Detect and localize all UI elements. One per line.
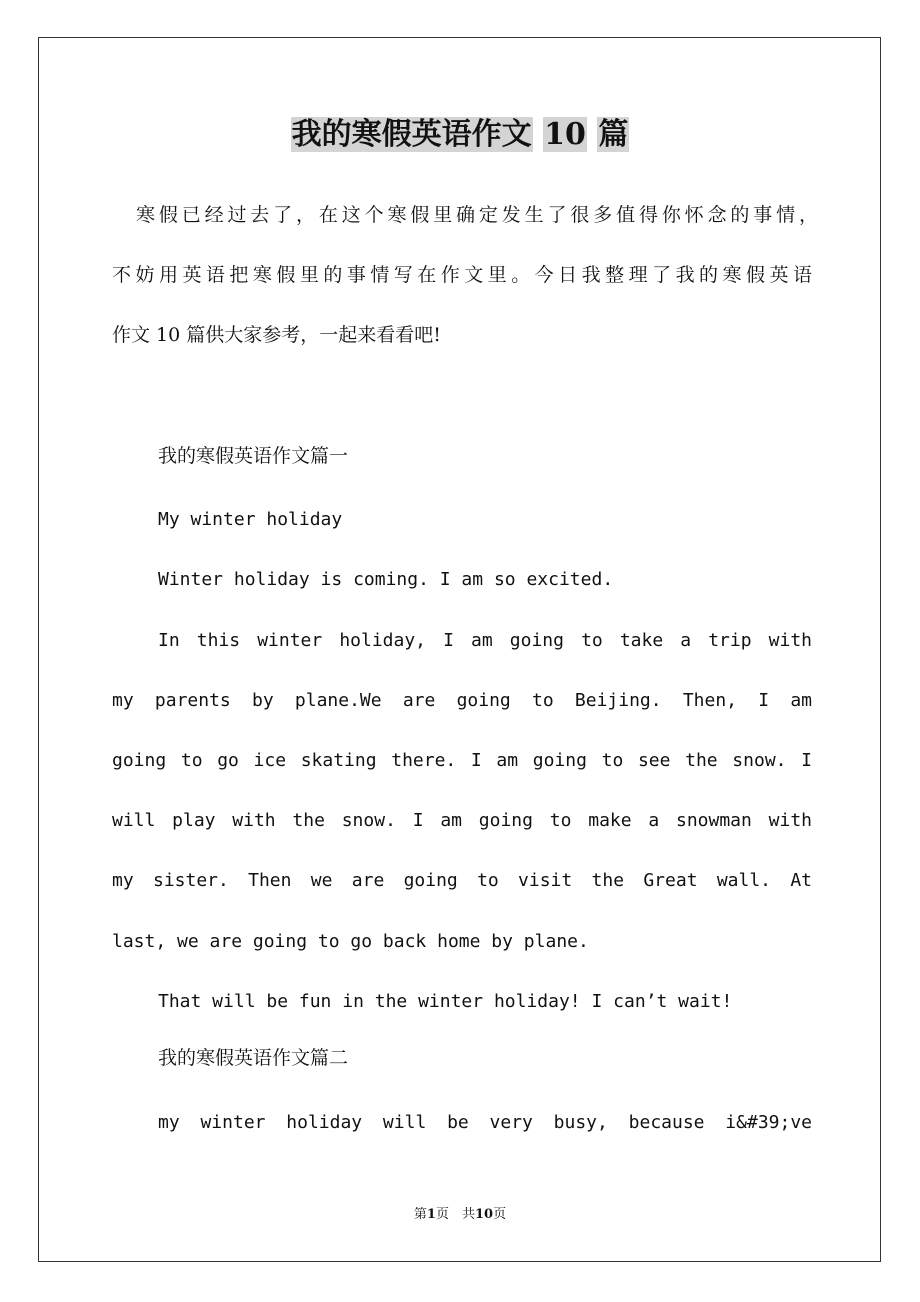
essay1-paragraph-3: That will be fun in the winter holiday! I can’t wait! — [158, 991, 733, 1012]
essay1-p2-line-3: going to go ice skating there. I am going to see the snow. I — [112, 750, 812, 771]
intro-line-3: 作文 10 篇供大家参考，一起来看看吧! — [112, 324, 441, 346]
essay1-p2-line-1: In this winter holiday, I am going to take a trip with — [158, 630, 812, 651]
intro-line-1: 寒假已经过去了，在这个寒假里确定发生了很多值得你怀念的事情， — [136, 204, 818, 226]
essay1-p2-line-2: my parents by plane.We are going to Beijing. Then, I am — [112, 690, 812, 711]
title-suffix: 篇 — [598, 117, 629, 152]
intro-line-2: 不妨用英语把寒假里的事情写在作文里。今日我整理了我的寒假英语 — [112, 264, 812, 286]
title-text: 我的寒假英语作文 — [291, 117, 532, 152]
footer-suffix: 页 — [493, 1207, 507, 1222]
essay1-p2-line-4: will play with the snow. I am going to make a snowman with — [112, 810, 812, 831]
footer-prefix: 第 — [413, 1207, 427, 1222]
document-title — [0, 112, 920, 158]
footer-total-pages: 10 — [474, 1207, 494, 1222]
essay1-title: My winter holiday — [158, 509, 343, 530]
essay2-p1-line-1: my winter holiday will be very busy, because i&#39;ve — [158, 1112, 812, 1133]
footer-page-number: 1 — [426, 1207, 436, 1222]
title-number: 10 — [544, 117, 586, 152]
essay1-p2-line-5: my sister. Then we are going to visit the Great wall. At — [112, 870, 812, 891]
section-heading-2: 我的寒假英语作文篇二 — [158, 1047, 349, 1069]
footer-mid: 页 共 — [435, 1207, 475, 1222]
essay1-p2-line-6: last, we are going to go back home by plane. — [112, 931, 589, 952]
essay1-paragraph-1: Winter holiday is coming. I am so excited. — [158, 569, 614, 590]
page-footer — [0, 1205, 920, 1225]
section-heading-1: 我的寒假英语作文篇一 — [158, 445, 349, 467]
